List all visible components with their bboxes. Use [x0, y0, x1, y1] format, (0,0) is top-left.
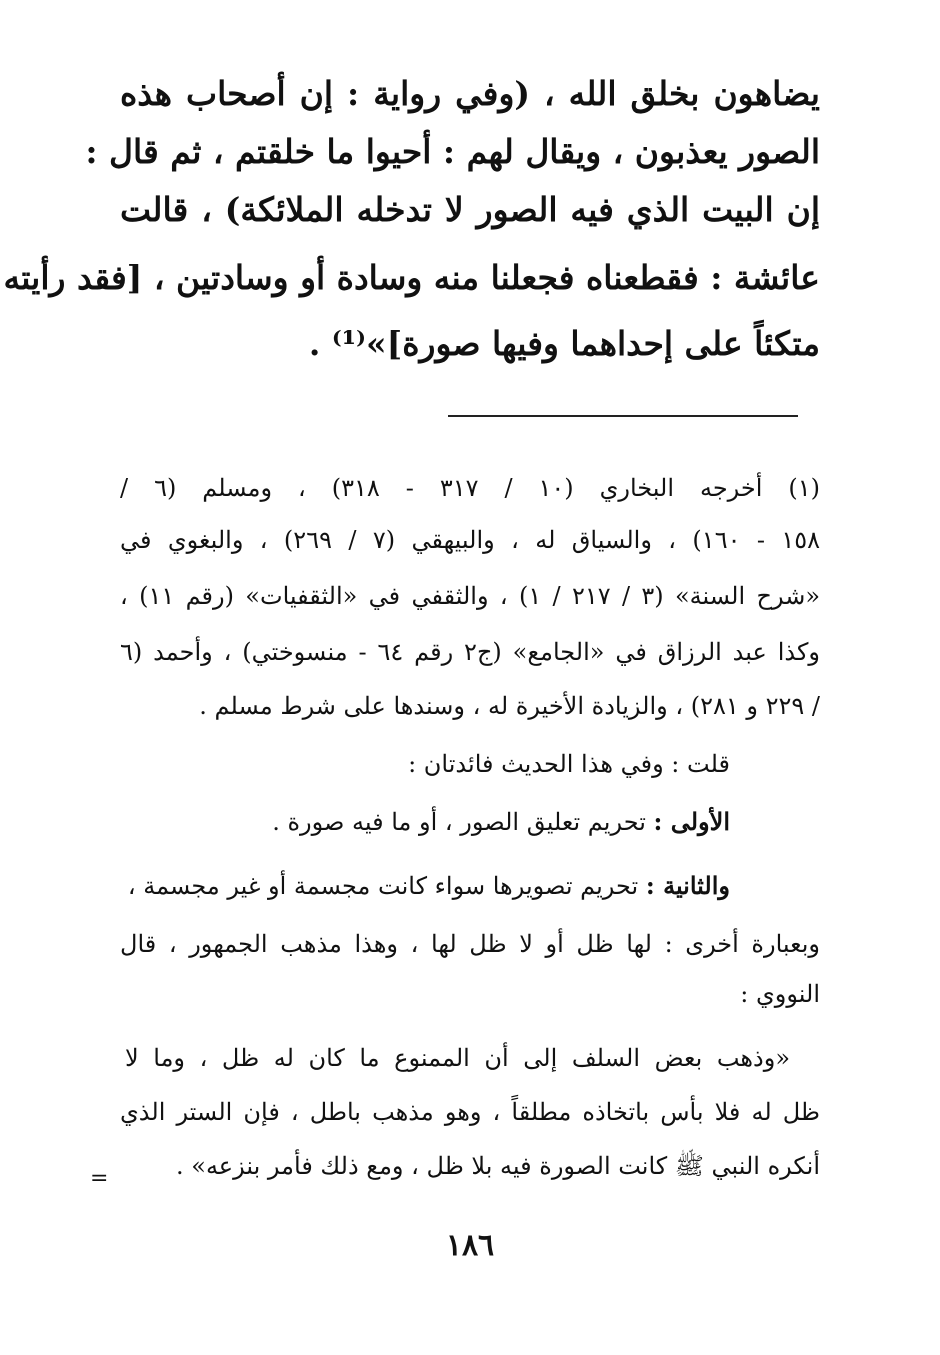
footnote-line-3: «شرح السنة» (٣ / ٢١٧ / ١) ، والثقفي في «الثقفيات» (رقم ١١) ،: [120, 582, 821, 610]
footnote-line-4: وكذا عبد الرزاق في «الجامع» (ج٢ رقم ٦٤ - منسوختي) ، وأحمد (٦: [120, 638, 821, 666]
quote-line-3: أنكره النبي ﷺ كانت الصورة فيه بلا ظل ، ومع ذلك فأمر بنزعه» .: [176, 1152, 820, 1180]
footnote-line-2: ١٥٨ - ١٦٠) ، والسياق له ، والبيهقي (٧ / ٢٦٩) ، والبغوي في: [120, 526, 821, 554]
second-benefit-end: النووي :: [740, 980, 820, 1008]
main-line-5: متكئاً على إحداهما وفيها صورة]»⁽¹⁾ .: [308, 324, 820, 363]
quote-line-1: «وذهب بعض السلف إلى أن الممنوع ما كان له ظل ، وما لا: [125, 1044, 790, 1072]
second-benefit-text: تحريم تصويرها سواء كانت مجسمة أو غير مجسمة ،: [127, 872, 639, 900]
first-benefit: [130, 802, 730, 842]
footnote-line-5: / ٢٢٩ و ٢٨١) ، والزيادة الأخيرة له ، وسندها على شرط مسلم .: [199, 692, 820, 720]
main-line-1: يضاهون بخلق الله ، (وفي رواية : إن أصحاب هذه: [120, 74, 820, 113]
first-benefit-text: تحريم تعليق الصور ، أو ما فيه صورة .: [272, 808, 646, 836]
footnote-separator: [448, 415, 798, 417]
second-benefit-label: والثانية :: [645, 871, 730, 900]
main-line-2: الصور يعذبون ، ويقال لهم : أحيوا ما خلقتم ، ثم قال :: [85, 132, 820, 171]
first-benefit-label: الأولى :: [653, 807, 730, 836]
commentary-intro: قلت : وفي هذا الحديث فائدتان :: [408, 750, 730, 778]
second-benefit-cont: وبعبارة أخرى : لها ظل أو لا ظل لها ، وهذا مذهب الجمهور ، قال: [120, 930, 820, 958]
margin-mark: =: [90, 1166, 109, 1191]
main-line-4: عائشة : فقطعناه فجعلنا منه وسادة أو وسادتين ، [فقد رأيته: [3, 258, 820, 297]
footnote-line-1: (١) أخرجه البخاري (١٠ / ٣١٧ - ٣١٨) ، ومسلم (٦ /: [120, 474, 821, 502]
main-line-3: إن البيت الذي فيه الصور لا تدخله الملائكة) ، قالت: [120, 190, 820, 229]
quote-line-2: ظل له فلا بأس باتخاذه مطلقاً ، وهو مذهب باطل ، فإن الستر الذي: [120, 1098, 820, 1126]
second-benefit: [127, 866, 730, 906]
page-number: ١٨٦: [445, 1228, 495, 1263]
